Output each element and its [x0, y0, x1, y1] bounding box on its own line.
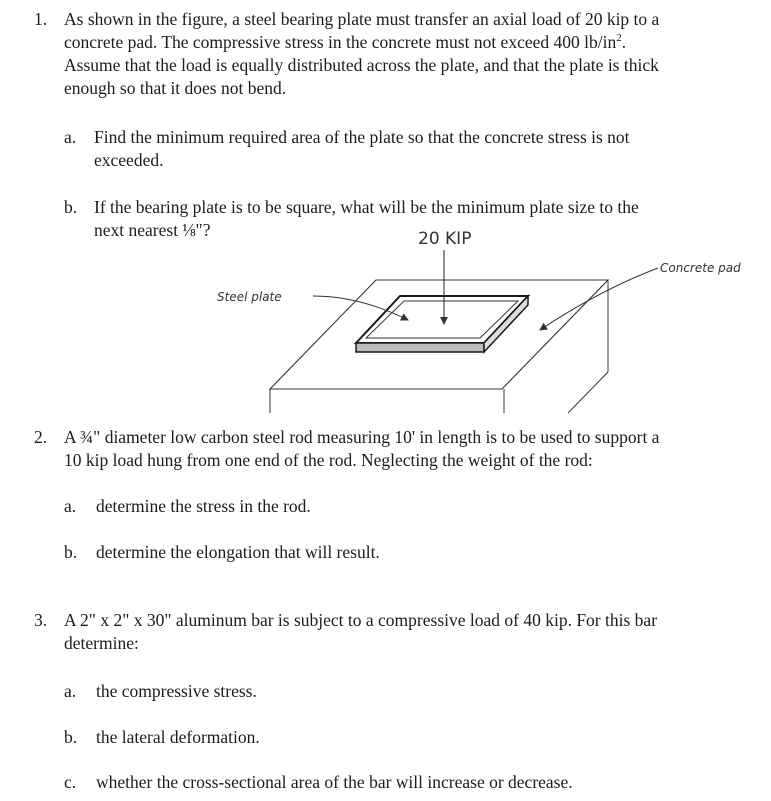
question-2-line-2: 10 kip load hung from one end of the rod. Neglecting the weight of the rod: [64, 450, 593, 470]
question-2a-letter: a. [64, 496, 77, 516]
question-2-number: 2. [34, 427, 48, 447]
question-1a-letter: a. [64, 127, 77, 147]
question-1-line-2: concrete pad. The compressive stress in the concrete must not exceed 400 $lb/in^2$. [64, 32, 627, 52]
question-3-number: 3. [34, 610, 48, 630]
concrete-pad-edge [568, 372, 608, 413]
question-3 [0, 609, 771, 659]
question-2 [0, 426, 771, 476]
concrete-pad-label: Concrete pad [660, 261, 741, 275]
question-2b-letter: b. [64, 542, 78, 562]
concrete-pad-leader [540, 268, 658, 330]
question-2-text [64, 426, 764, 472]
question-1-line-3: Assume that the load is equally distributed across the plate, and that the plate is thick [64, 55, 659, 75]
question-2a-text: determine the stress in the rod. [96, 496, 311, 516]
steel-plate-label: Steel plate [217, 290, 282, 304]
question-3c-text: whether the cross-sectional area of the bar will increase or decrease. [96, 772, 573, 792]
steel-plate-top [356, 296, 528, 343]
question-3a-text: the compressive stress. [96, 681, 257, 701]
question-1-line-4: enough so that it does not bend. [64, 78, 287, 98]
question-3b-text: the lateral deformation. [96, 727, 260, 747]
question-3a-letter: a. [64, 681, 77, 701]
superscript: 2 [616, 32, 622, 45]
steel-plate-side [356, 343, 484, 352]
load-label: 20 KIP [418, 229, 472, 249]
question-2-line-1: A ¾" diameter low carbon steel rod measuring 10' in length is to be used to support a [64, 427, 660, 447]
question-3-text [64, 609, 764, 655]
question-3b-letter: b. [64, 727, 78, 747]
question-1-number: 1. [34, 9, 48, 29]
question-3-line-1: A 2" x 2" x 30" aluminum bar is subject to a compressive load of 40 kip. For this bar [64, 610, 658, 630]
question-3c-letter: c. [64, 772, 77, 792]
question-2b-text: determine the elongation that will result. [96, 542, 380, 562]
question-1b-letter: b. [64, 197, 78, 217]
question-1b-text: If the bearing plate is to be square, what will be the minimum plate size to the next nearest ⅛"? [94, 197, 639, 240]
question-1a-text: Find the minimum required area of the plate so that the concrete stress is not exceeded. [94, 127, 630, 170]
question-1-line-1: As shown in the figure, a steel bearing plate must transfer an axial load of 20 kip to a [64, 9, 660, 29]
question-3-line-2: determine: [64, 633, 139, 653]
